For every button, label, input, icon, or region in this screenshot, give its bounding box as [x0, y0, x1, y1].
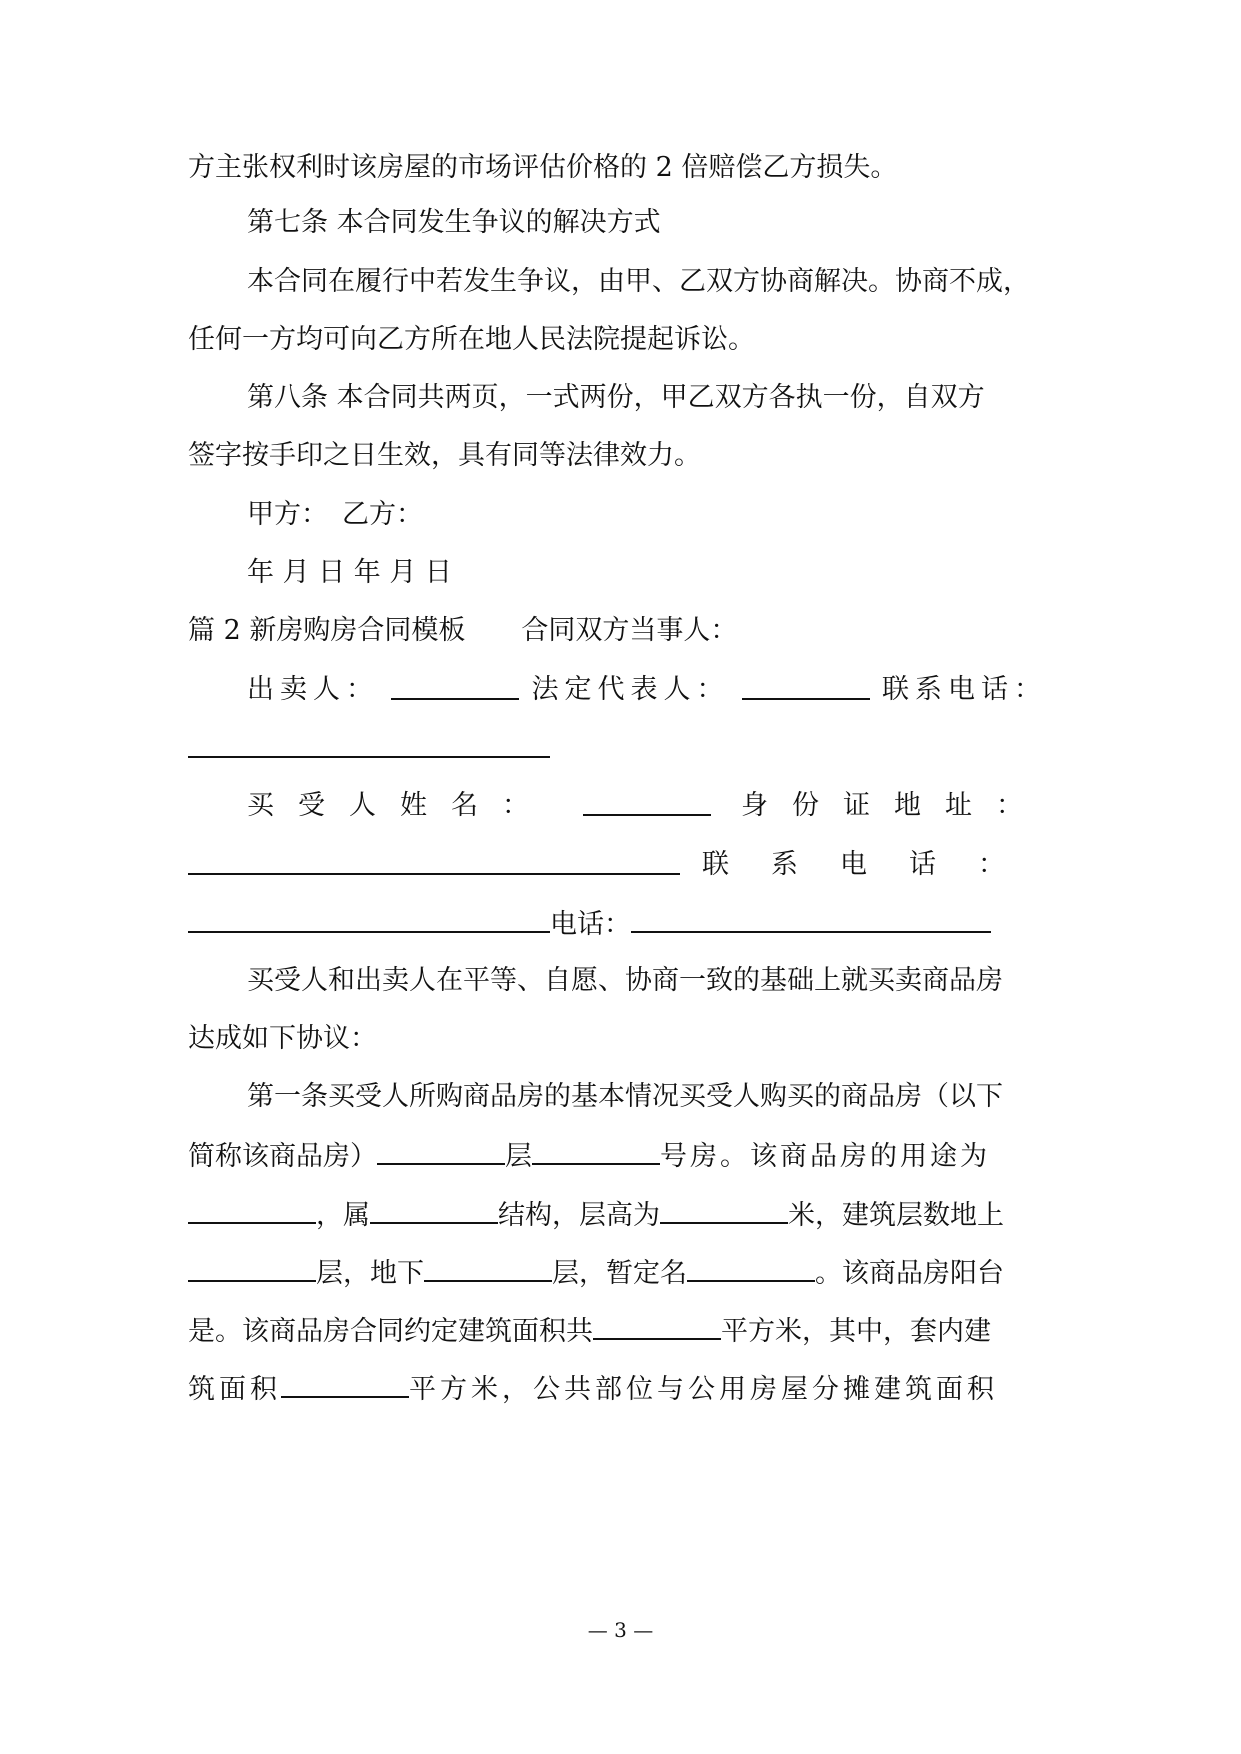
- height-blank: [660, 1194, 788, 1224]
- floors-above-blank: [188, 1252, 316, 1282]
- parties-label: 合同双方当事人：: [521, 615, 738, 646]
- structure-blank: [370, 1194, 498, 1224]
- paragraph-line: 本合同在履行中若发生争议，由甲、乙双方协商解决。协商不成，: [247, 266, 1030, 297]
- id-address-label: 身份证地址：: [741, 790, 1047, 821]
- room-blank: [532, 1135, 660, 1165]
- paragraph-line: 达成如下协议：: [188, 1023, 377, 1054]
- article-1-line: [188, 1194, 1004, 1236]
- article-1-line: [188, 1310, 991, 1352]
- seller-blank: [391, 670, 519, 700]
- text-segment: 层，地下: [316, 1258, 424, 1289]
- buyer-name-label: 买受人姓名：: [247, 790, 553, 821]
- inner-area-blank: [281, 1368, 409, 1398]
- date-line: 年 月 日 年 月 日: [247, 557, 452, 588]
- text-segment: 平方米，公共部位与公用房屋分摊建筑面积: [409, 1374, 998, 1405]
- floor-blank: [377, 1135, 505, 1165]
- text-segment: 筑面积: [188, 1374, 281, 1405]
- text-segment: 。该商品房阳台: [815, 1258, 1004, 1289]
- text-segment: 结构，层高为: [498, 1200, 660, 1231]
- id-address-blank: [188, 845, 680, 875]
- article-1-line: 第一条买受人所购商品房的基本情况买受人购买的商品房（以下: [247, 1081, 1003, 1112]
- text-segment: 是。该商品房合同约定建筑面积共: [188, 1316, 593, 1347]
- buyer-phone-label: 联系电话：: [702, 849, 1047, 880]
- blank-line: [188, 728, 550, 770]
- seller-label: 出卖人：: [247, 674, 379, 705]
- paragraph-line: 买受人和出卖人在平等、自愿、协商一致的基础上就买卖商品房: [247, 965, 1003, 996]
- buyer-phone-blank: [188, 903, 550, 933]
- usage-blank: [188, 1194, 316, 1224]
- page-number: — 3 —: [587, 1618, 654, 1642]
- article-1-line: [188, 1135, 990, 1177]
- buyer-name-blank: [583, 786, 711, 816]
- phone-blank: [631, 903, 991, 933]
- area-blank: [593, 1310, 721, 1340]
- seller-line: [247, 670, 1047, 710]
- article-7-heading: 第七条 本合同发生争议的解决方式: [247, 207, 661, 238]
- article-8-line: 第八条 本合同共两页，一式两份，甲乙双方各执一份，自双方: [247, 382, 985, 413]
- paragraph-line: 签字按手印之日生效，具有同等法律效力。: [188, 440, 701, 471]
- party-b-label: 乙方：: [342, 499, 423, 530]
- rep-blank: [742, 670, 870, 700]
- article-1-line: [188, 1368, 998, 1410]
- section-heading: [188, 611, 737, 651]
- phone-blank: [188, 728, 550, 758]
- phone-line: [188, 903, 991, 945]
- text-segment: 层: [505, 1141, 532, 1172]
- phone-label: 联系电话：: [882, 674, 1047, 705]
- article-1-line: [188, 1252, 1004, 1294]
- signature-line: [247, 495, 423, 535]
- rep-label: 法定代表人：: [531, 674, 730, 705]
- section-title: 篇 2 新房购房合同模板: [188, 615, 466, 646]
- floors-below-blank: [424, 1252, 552, 1282]
- name-blank: [687, 1252, 815, 1282]
- text-segment: 号房。该商品房的用途为: [660, 1141, 990, 1172]
- paragraph-line: 方主张权利时该房屋的市场评估价格的 2 倍赔偿乙方损失。: [188, 152, 898, 183]
- party-a-label: 甲方：: [247, 499, 328, 530]
- phone-label: 电话：: [550, 909, 631, 940]
- text-segment: 层，暂定名: [552, 1258, 687, 1289]
- buyer-line: [247, 786, 1047, 826]
- text-segment: 米，建筑层数地上: [788, 1200, 1004, 1231]
- id-address-line: [188, 845, 1047, 885]
- text-segment: 简称该商品房）: [188, 1141, 377, 1172]
- text-segment: 平方米，其中，套内建: [721, 1316, 991, 1347]
- text-segment: ，属: [316, 1200, 370, 1231]
- paragraph-line: 任何一方均可向乙方所在地人民法院提起诉讼。: [188, 324, 755, 355]
